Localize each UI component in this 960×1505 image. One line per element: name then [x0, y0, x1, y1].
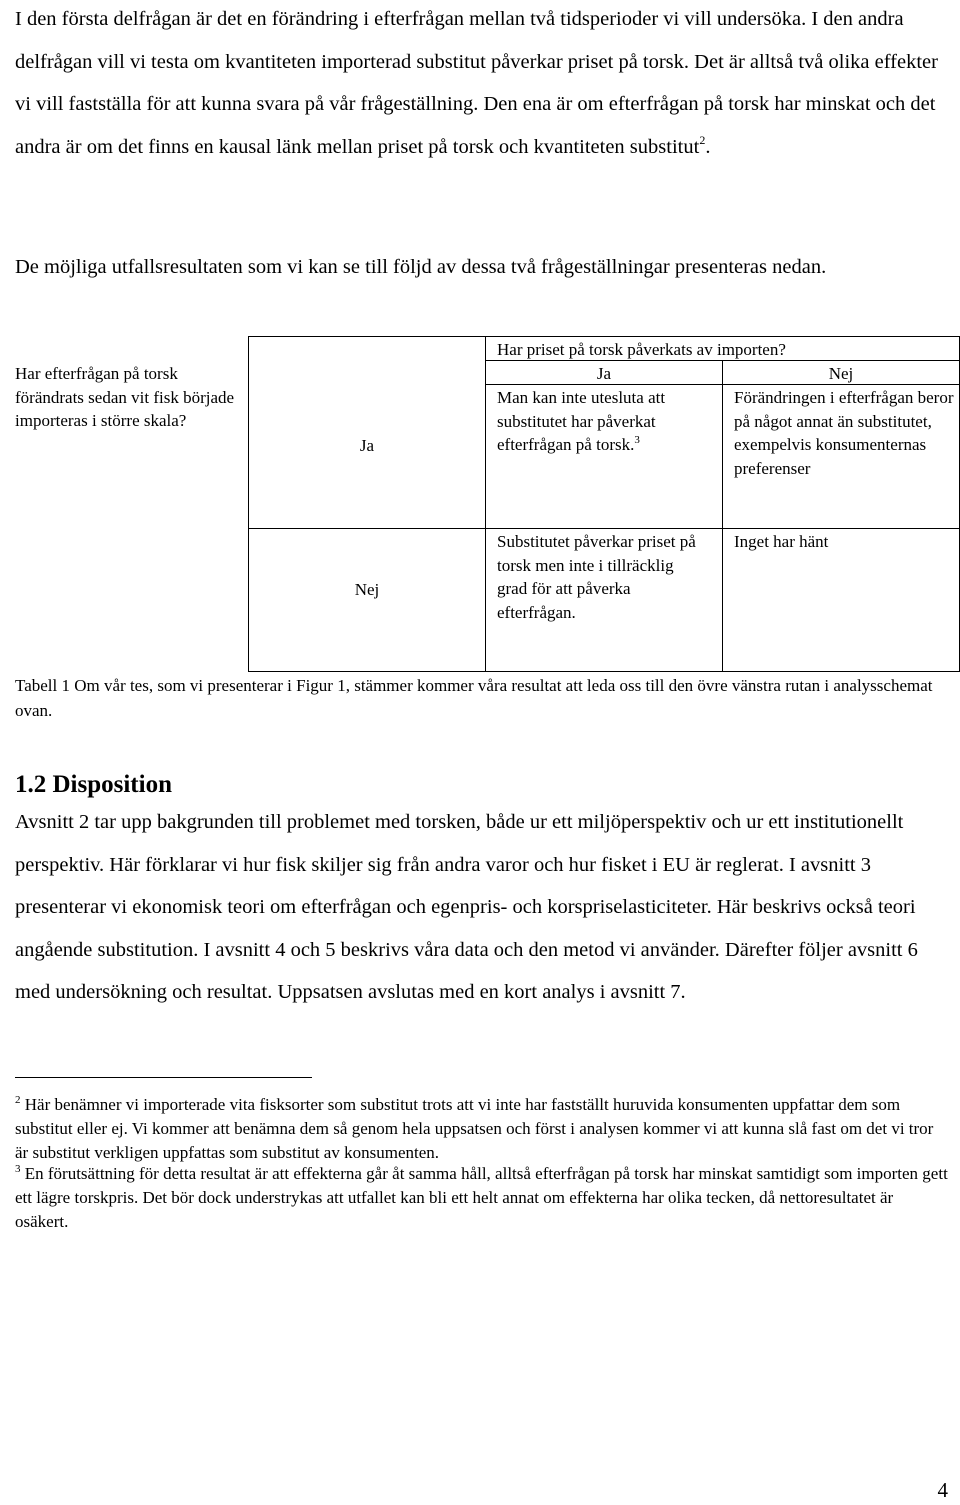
- cell-ja-ja: [497, 386, 719, 457]
- footnote-2-number: 2: [15, 1094, 21, 1106]
- column-label-nej: Nej: [828, 364, 854, 383]
- page-number: 4: [937, 1478, 948, 1502]
- footnote-2: [15, 1093, 950, 1165]
- footnote-separator: [15, 1077, 312, 1078]
- footnote-3-text: En förutsättning för detta resultat är att effekterna går åt samma håll, alltså efterfrågan på torsk har minskat samtidigt som importen gett ett lägre torskpris. Det bör dock understrykas att utfallet kan bli ett helt annat om effekterna har olika tecken, då nettoresultatet är osäkert.: [15, 1164, 948, 1231]
- outcomes-paragraph: De möjliga utfallsresultaten som vi kan se till följd av dessa två frågeställningar presenteras nedan.: [15, 256, 827, 278]
- row-label-ja: Ja: [359, 436, 375, 455]
- table-rule-rows: [248, 528, 960, 529]
- table-border-top: [248, 336, 960, 337]
- intro-paragraph-end: .: [705, 135, 711, 158]
- table-border-bottom: [248, 671, 960, 672]
- table-rule-col1: [485, 336, 486, 672]
- footnote-3: [15, 1162, 950, 1234]
- disposition-paragraph: Avsnitt 2 tar upp bakgrunden till problemet med torsken, både ur ett miljöperspektiv och ur ett institutionellt perspektiv. Här förklarar vi hur fisk skiljer sig från andra varor och hur fisket i EU är reglerat. I avsnitt 3 presenterar vi ekonomisk teori om efterfrågan och egenpris- och korspriselasticiteter. Här beskrivs också teori angående substitution. I avsnitt 4 och 5 beskrivs våra data och den metod vi använder. Därefter följer avsnitt 6 med undersökning och resultat. Uppsatsen avslutas med en kort analys i avsnitt 7.: [15, 811, 918, 1003]
- cell-ja-nej: Förändringen i efterfrågan beror på något annat än substitutet, exempelvis konsumenternas preferenser: [734, 388, 954, 478]
- column-label-ja: Ja: [596, 364, 612, 383]
- intro-paragraph: [15, 0, 950, 168]
- question-demand-change: Har efterfrågan på torsk förändrats sedan vit fisk började importeras i större skala?: [15, 364, 235, 430]
- intro-paragraph-text: I den första delfrågan är det en förändring i efterfrågan mellan två tidsperioder vi vill undersöka. I den andra delfrågan vill vi testa om kvantiteten importerad substitut påverkar priset på torsk. Det är alltså två olika effekter vi vill fastställa för att kunna svara på vår frågeställning. Den ena är om efterfrågan på torsk har minskat och det andra är om det finns en kausal länk mellan priset på torsk och kvantiteten substitut: [15, 8, 938, 158]
- cell-nej-ja: Substitutet påverkar priset på torsk men inte i tillräcklig grad för att påverka efterfrågan.: [497, 532, 696, 622]
- footnote-3-number: 3: [15, 1163, 21, 1175]
- footnote-2-text: Här benämner vi importerade vita fisksorter som substitut trots att vi inte har fastställt huruvida konsumenten uppfattar dem som substitut eller ej. Vi kommer att benämna dem så genom hela uppsatsen och först i analysen kommer vi att kunna slå fast om det vi tror är substitut verkligen uppfattas som substitut av konsumenten.: [15, 1095, 934, 1162]
- table-rule-col2: [722, 360, 723, 672]
- table-border-left: [248, 336, 249, 672]
- table-caption: Tabell 1 Om vår tes, som vi presenterar i Figur 1, stämmer kommer våra resultat att leda oss till den övre vänstra rutan i analysschemat ovan.: [15, 676, 933, 720]
- cell-ja-ja-text: Man kan inte utesluta att substitutet har påverkat efterfrågan på torsk.: [497, 388, 666, 454]
- footnote-ref-3[interactable]: 3: [634, 434, 640, 446]
- section-heading: 1.2 Disposition: [15, 771, 172, 798]
- footnote-ref-2[interactable]: 2: [699, 132, 706, 147]
- question-price-effect: Har priset på torsk påverkats av importen?: [497, 340, 786, 359]
- analysis-table: [0, 336, 960, 672]
- cell-nej-nej: Inget har hänt: [734, 532, 829, 551]
- row-label-nej: Nej: [354, 580, 380, 599]
